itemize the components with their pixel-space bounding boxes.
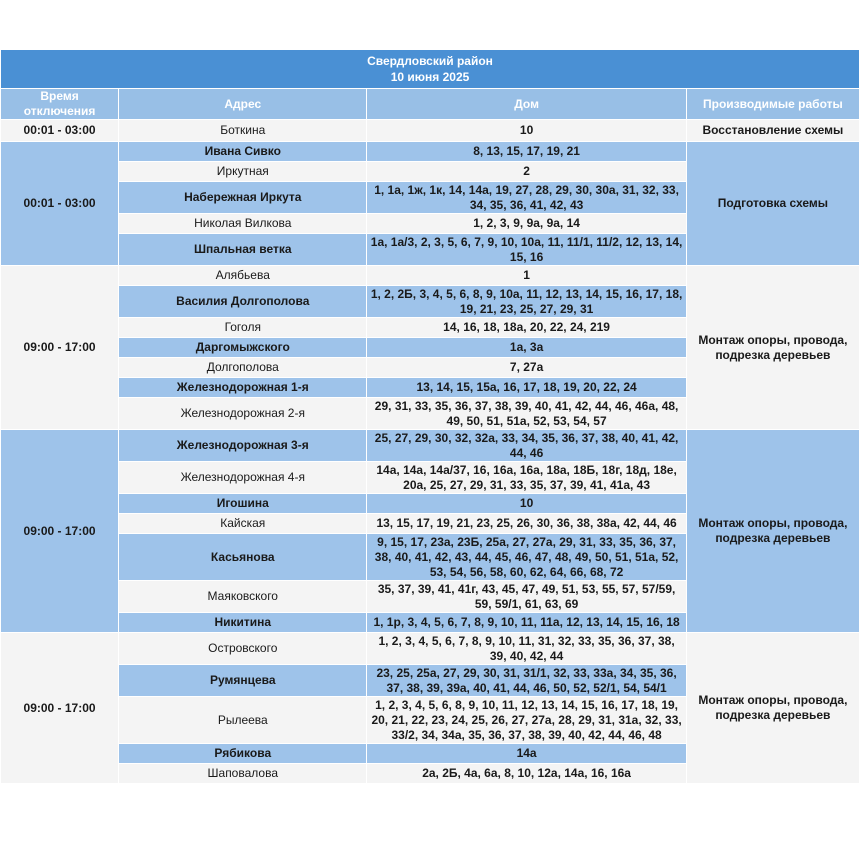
house-numbers-cell: 13, 15, 17, 19, 21, 23, 25, 26, 30, 36, 38, 38а, 42, 44, 46 [367,514,685,533]
address-cell: Железнодорожная 3-я [119,430,366,461]
schedule-body [1,120,859,783]
address-cell: Боткина [119,120,366,141]
house-numbers-cell: 14а [367,744,685,763]
address-cell: Игошина [119,494,366,513]
house-numbers-cell: 9, 15, 17, 23а, 23Б, 25а, 27, 27а, 29, 31, 33, 35, 36, 37, 38, 40, 41, 42, 43, 44, 45, 46, 47, 48, 49, 50, 51, 51а, 52, 53, 54, 56, 58, 60, 62, 64, 66, 68, 72 [367,534,685,580]
house-numbers-cell: 1, 2, 3, 9, 9а, 9а, 14 [367,214,685,233]
address-cell: Даргомыжского [119,338,366,357]
table-row [1,120,859,141]
works-cell: Монтаж опоры, провода, подрезка деревьев [687,266,859,429]
address-cell: Никитина [119,613,366,632]
table-row [1,142,859,161]
outage-time-cell: 09:00 - 17:00 [1,633,118,783]
address-cell: Рябикова [119,744,366,763]
table-title [1,50,859,88]
house-numbers-cell: 1 [367,266,685,285]
address-cell: Алябьева [119,266,366,285]
address-cell: Островского [119,633,366,664]
house-numbers-cell: 1, 1а, 1ж, 1к, 14, 14а, 19, 27, 28, 29, 30, 30а, 31, 32, 33, 34, 35, 36, 41, 42, 43 [367,182,685,213]
house-numbers-cell: 2а, 2Б, 4а, 6а, 8, 10, 12а, 14а, 16, 16а [367,764,685,783]
house-numbers-cell: 8, 13, 15, 17, 19, 21 [367,142,685,161]
works-cell: Монтаж опоры, провода, подрезка деревьев [687,430,859,632]
house-numbers-cell: 13, 14, 15, 15а, 16, 17, 18, 19, 20, 22, 24 [367,378,685,397]
address-cell: Гоголя [119,318,366,337]
house-numbers-cell: 2 [367,162,685,181]
district-title: Свердловский район [367,54,493,68]
header-work: Производимые работы [687,89,859,119]
house-numbers-cell: 7, 27а [367,358,685,377]
house-numbers-cell: 10 [367,494,685,513]
house-numbers-cell: 14, 16, 18, 18а, 20, 22, 24, 219 [367,318,685,337]
address-cell: Железнодорожная 1-я [119,378,366,397]
table-row [1,633,859,664]
outage-time-cell: 00:01 - 03:00 [1,142,118,265]
works-cell: Восстановление схемы [687,120,859,141]
date-title: 10 июня 2025 [390,70,470,84]
house-numbers-cell: 1а, 3а [367,338,685,357]
house-numbers-cell: 1а, 1а/3, 2, 3, 5, 6, 7, 9, 10, 10а, 11, 11/1, 11/2, 12, 13, 14, 15, 16 [367,234,685,265]
house-numbers-cell: 25, 27, 29, 30, 32, 32а, 33, 34, 35, 36, 37, 38, 40, 41, 42, 44, 46 [367,430,685,461]
outage-time-cell: 09:00 - 17:00 [1,266,118,429]
outage-time-cell: 09:00 - 17:00 [1,430,118,632]
house-numbers-cell: 1, 2, 2Б, 3, 4, 5, 6, 8, 9, 10а, 11, 12, 13, 14, 15, 16, 17, 18, 19, 21, 23, 25, 27, 29, 31 [367,286,685,317]
works-cell: Подготовка схемы [687,142,859,265]
house-numbers-cell: 14а, 14а, 14а/37, 16, 16а, 16а, 18а, 18Б, 18г, 18д, 18е, 20а, 25, 27, 29, 31, 33, 35, 37, 39, 41, 41а, 43 [367,462,685,493]
house-numbers-cell: 1, 2, 3, 4, 5, 6, 8, 9, 10, 11, 12, 13, 14, 15, 16, 17, 18, 19, 20, 21, 22, 23, 24, 25, 26, 27, 27а, 28, 29, 31, 31а, 32, 33, 33/2, 34, 34а, 35, 36, 37, 38, 39, 40, 42, 44, 46, 48 [367,697,685,743]
house-numbers-cell: 23, 25, 25а, 27, 29, 30, 31, 31/1, 32, 33, 33а, 34, 35, 36, 37, 38, 39, 39а, 40, 41, 44, 46, 50, 52, 52/1, 54, 54/1 [367,665,685,696]
header-address: Адрес [119,89,366,119]
header-time: Время отключения [1,89,118,119]
house-numbers-cell: 10 [367,120,685,141]
house-numbers-cell: 29, 31, 33, 35, 36, 37, 38, 39, 40, 41, 42, 44, 46, 46а, 48, 49, 50, 51, 51а, 52, 53, 54, 57 [367,398,685,429]
outage-schedule-table [0,49,860,784]
address-cell: Иркутная [119,162,366,181]
address-cell: Железнодорожная 4-я [119,462,366,493]
house-numbers-cell: 35, 37, 39, 41, 41г, 43, 45, 47, 49, 51, 53, 55, 57, 57/59, 59, 59/1, 61, 63, 69 [367,581,685,612]
address-cell: Кайская [119,514,366,533]
table-row [1,430,859,461]
address-cell: Касьянова [119,534,366,580]
address-cell: Маяковского [119,581,366,612]
address-cell: Железнодорожная 2-я [119,398,366,429]
works-cell: Монтаж опоры, провода, подрезка деревьев [687,633,859,783]
address-cell: Румянцева [119,665,366,696]
address-cell: Ивана Сивко [119,142,366,161]
address-cell: Рылеева [119,697,366,743]
address-cell: Шпальная ветка [119,234,366,265]
address-cell: Долгополова [119,358,366,377]
house-numbers-cell: 1, 1р, 3, 4, 5, 6, 7, 8, 9, 10, 11, 11а, 12, 13, 14, 15, 16, 18 [367,613,685,632]
table-row [1,266,859,285]
header-house: Дом [367,89,685,119]
address-cell: Набережная Иркута [119,182,366,213]
address-cell: Николая Вилкова [119,214,366,233]
outage-time-cell: 00:01 - 03:00 [1,120,118,141]
address-cell: Шаповалова [119,764,366,783]
address-cell: Василия Долгополова [119,286,366,317]
house-numbers-cell: 1, 2, 3, 4, 5, 6, 7, 8, 9, 10, 11, 31, 32, 33, 35, 36, 37, 38, 39, 40, 42, 44 [367,633,685,664]
